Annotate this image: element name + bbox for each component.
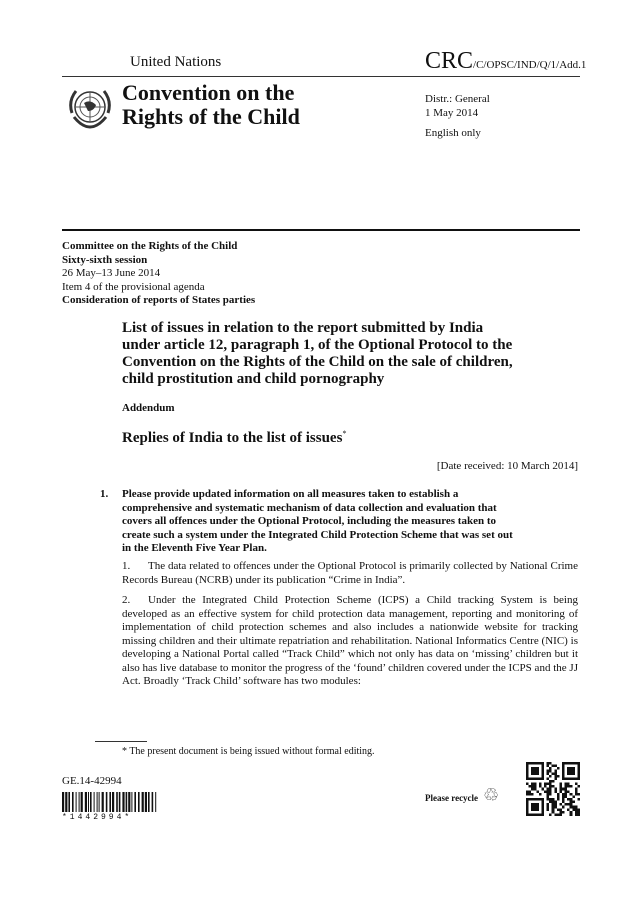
committee-name: Committee on the Rights of the Child (62, 240, 238, 252)
header-rule (62, 76, 580, 77)
symbol-main: CRC (425, 48, 474, 74)
replies-title-text: Replies of India to the list of issues (122, 430, 343, 446)
job-number: GE.14-42994 (62, 775, 122, 787)
barcode-icon (62, 792, 157, 812)
replies-title (122, 429, 346, 447)
qr-code-icon (526, 762, 580, 816)
footnote-rule (95, 741, 147, 742)
footnote: * The present document is being issued without formal editing. (122, 746, 375, 757)
title-line-2: Rights of the Child (122, 104, 300, 129)
footnote-mark: * (342, 429, 347, 438)
paragraph-text: The data related to offences under the Optional Protocol is primarily collected by National Crime Records Bureau (NCRB) under its publication “Crime in India”. (122, 560, 578, 586)
body-title (122, 81, 300, 129)
distribution: Distr.: General (425, 93, 490, 105)
title-line-1: Convention on the (122, 80, 295, 105)
barcode-number: *1442994* (62, 813, 133, 822)
session-dates: 26 May–13 June 2014 (62, 267, 161, 279)
un-emblem-icon (66, 83, 114, 131)
question-text: Please provide updated information on all measures taken to establish a comprehensive and systematic mechanism of data collection and evaluation that covers all offences under the Optional Protocol, including the measures taken to create such a system under the Integrated Child Protection Scheme that was set out in the Eleventh Five Year Plan. (122, 488, 513, 554)
distribution-info (425, 92, 490, 120)
paragraph-number: 1. (122, 560, 131, 572)
session: Sixty-sixth session (62, 253, 148, 266)
agenda-item: Item 4 of the provisional agenda (62, 280, 205, 293)
consideration: Consideration of reports of States parties (62, 294, 256, 306)
document-heading: List of issues in relation to the report submitted by India under article 12, paragraph 1, of the Optional Protocol to the Convention on the Rights of the Child on the sale of children, child prostitution and child pornography (122, 320, 513, 387)
paragraph (122, 560, 578, 587)
addendum-label: Addendum (122, 402, 175, 414)
recycle-icon: ♲ (483, 785, 500, 805)
issue-date: 1 May 2014 (425, 107, 479, 119)
thick-rule (62, 229, 580, 231)
document-symbol (425, 48, 586, 75)
symbol-rest: /C/OPSC/IND/Q/1/Add.1 (473, 59, 587, 71)
paragraph-number: 2. (122, 594, 131, 606)
committee-block (62, 240, 255, 308)
date-received: [Date received: 10 March 2014] (436, 460, 578, 472)
paragraph-text: Under the Integrated Child Protection Scheme (ICPS) a Child tracking System is being developed as an effective system for child protection data management, reporting and monitoring of implementation of child protection schemes and also includes a nationwide website for tracking missing children and their ultimate repatriation and rehabilitation. National Informatics Centre (NIC) is developing a National Portal called “Track Child” which not only has data on ‘missing’ children but it also has live database to monitor the progress of the ‘found’ children covered under the ICPS and the JJ Act. Broadly ‘Track Child’ software has two modules: (122, 594, 578, 687)
organization-name: United Nations (130, 54, 222, 70)
paragraph (122, 594, 578, 689)
language: English only (425, 127, 481, 139)
question-number: 1. (100, 488, 109, 500)
recycle-text: Please recycle (425, 793, 479, 803)
